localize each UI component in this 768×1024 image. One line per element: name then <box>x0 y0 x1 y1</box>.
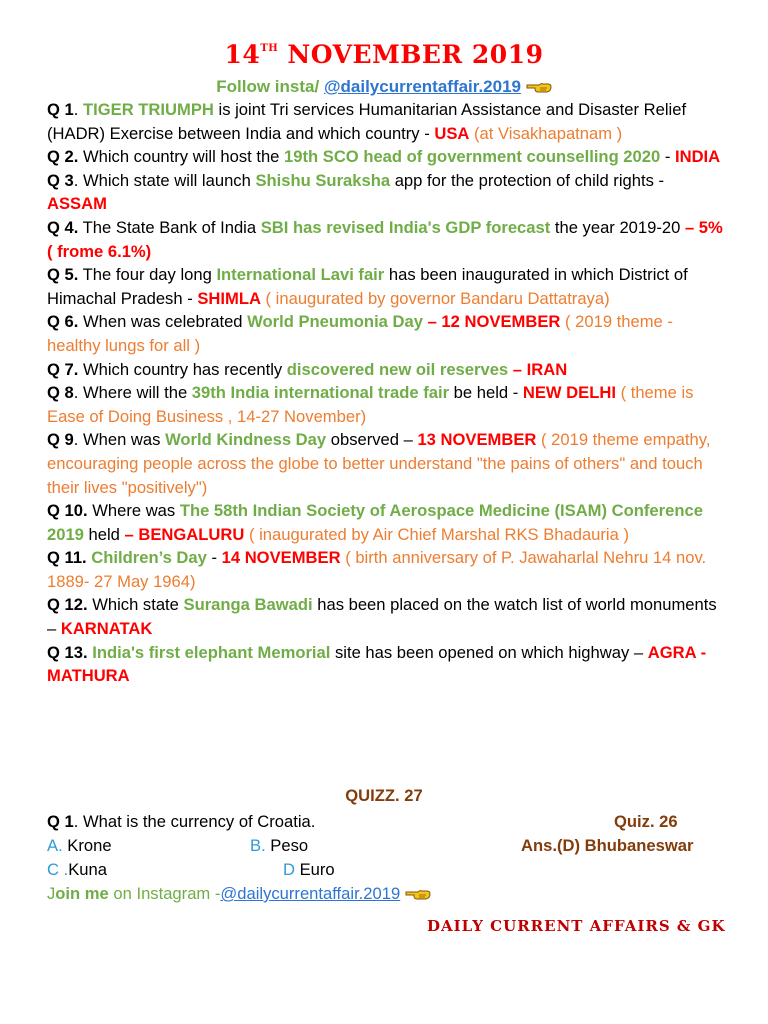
question-number: Q 7. <box>47 359 79 379</box>
option-letter: D <box>283 860 295 879</box>
question-text: observed – <box>326 430 418 450</box>
previous-quiz-answer: Ans.(D) Bhubaneswar <box>521 836 694 855</box>
question-answer: NEW DELHI <box>522 383 616 403</box>
question-note: ( 2019 theme - healthy lungs for all ) <box>47 312 673 355</box>
question-item <box>47 216 727 263</box>
question-text: When was celebrated <box>78 312 248 332</box>
question-text: . <box>73 100 83 119</box>
quiz-option-d <box>283 860 335 880</box>
option-text: Peso <box>265 836 309 855</box>
question-number: Q 6. <box>47 312 79 332</box>
question-item <box>47 98 727 145</box>
question-text: Which country has recently <box>78 359 287 379</box>
question-answer: – 5% ( frome 6.1%) <box>47 217 723 261</box>
question-answer: – BENGALURU <box>124 524 245 544</box>
question-text: Where was <box>87 501 180 521</box>
question-answer: SHIMLA <box>197 288 261 308</box>
question-number: Q 10. <box>47 501 88 521</box>
question-item <box>47 169 727 216</box>
question-item <box>47 546 727 593</box>
question-item <box>47 428 727 499</box>
question-note: ( 2019 theme empathy, encouraging people across the globe to better understand "the pains of others" and touch their lives "positively") <box>47 430 711 497</box>
question-text: - <box>206 548 222 568</box>
question-item <box>47 358 727 382</box>
question-item <box>47 641 727 688</box>
question-answer: 13 NOVEMBER <box>417 430 537 450</box>
join-bold: oin me <box>55 884 109 903</box>
follow-line <box>0 77 768 97</box>
title-day: 14 <box>224 40 261 69</box>
follow-label: Follow insta/ <box>216 77 324 96</box>
quiz-question-text: . What is the currency of Croatia. <box>73 812 316 831</box>
question-text: - <box>660 147 675 167</box>
question-keyword: India's first elephant Memorial <box>92 642 331 662</box>
instagram-link-footer[interactable]: @dailycurrentaffair.2019 <box>220 884 401 903</box>
question-number: Q 11. <box>47 548 87 568</box>
question-number: Q 5. <box>47 265 79 285</box>
question-keyword: World Kindness Day <box>165 430 327 450</box>
question-text: The State Bank of India <box>78 217 261 237</box>
question-number: Q 13. <box>47 642 88 662</box>
join-rest: on Instagram - <box>108 884 221 903</box>
option-letter: A. <box>47 836 63 855</box>
question-number: Q 2. <box>47 147 79 167</box>
question-item <box>47 381 727 428</box>
question-keyword: The 58th Indian Society of Aerospace Medicine (ISAM) Conference 2019 <box>47 501 703 544</box>
question-answer: AGRA - MATHURA <box>47 642 707 686</box>
quiz-title: QUIZZ. 27 <box>345 786 423 805</box>
question-text: . Where will the <box>73 383 192 403</box>
question-number: Q 12. <box>47 595 88 615</box>
question-number: Q 8 <box>47 383 74 403</box>
question-note: ( inaugurated by governor Bandaru Dattatraya) <box>260 288 610 308</box>
question-text: has been placed on the watch list of world monuments – <box>47 595 717 639</box>
quiz-option-c <box>47 860 107 880</box>
question-keyword: International Lavi fair <box>216 265 385 285</box>
question-text: site has been opened on which highway – <box>330 642 648 662</box>
question-item <box>47 263 727 310</box>
question-keyword: Suranga Bawadi <box>183 595 313 615</box>
question-keyword: discovered new oil reserves <box>286 359 509 379</box>
pointing-hand-icon <box>405 887 431 901</box>
question-text: app for the protection of child rights - <box>390 170 665 190</box>
question-text: has been inaugurated in which District of Himachal Pradesh - <box>47 265 688 308</box>
question-note: ( inaugurated by Air Chief Marshal RKS Bhadauria ) <box>244 524 629 544</box>
question-item <box>47 145 727 169</box>
question-text: Which country will host the <box>78 147 285 167</box>
question-item <box>47 499 727 546</box>
question-text: . When was <box>73 430 166 450</box>
quiz-option-b <box>250 836 308 856</box>
option-text: Krone <box>62 836 112 855</box>
title-date: NOVEMBER 2019 <box>287 40 544 69</box>
question-answer: 14 NOVEMBER <box>221 548 341 568</box>
instagram-link[interactable]: @dailycurrentaffair.2019 <box>323 77 521 96</box>
question-number: Q 1 <box>47 100 74 119</box>
question-keyword: 39th India international trade fair <box>191 383 450 403</box>
question-text: The four day long <box>78 265 217 285</box>
question-number: Q 3 <box>47 170 74 190</box>
pointing-hand-icon <box>526 80 552 94</box>
question-answer: USA <box>434 123 470 143</box>
option-text: Euro <box>294 860 335 879</box>
question-text: be held - <box>449 383 523 403</box>
question-keyword: SBI has revised India's GDP forecast <box>260 217 551 237</box>
question-text: is joint Tri services Humanitarian Assistance and Disaster Relief (HADR) Exercise between India and which country - <box>47 100 687 143</box>
option-letter: C . <box>47 860 69 879</box>
question-text: . Which state will launch <box>73 170 256 190</box>
question-text: the year 2019-20 <box>550 217 685 237</box>
quiz-option-a <box>47 836 112 856</box>
page-title <box>0 40 768 69</box>
question-answer: INDIA <box>674 147 721 167</box>
question-keyword: World Pneumonia Day <box>247 312 423 332</box>
question-list <box>47 98 727 688</box>
question-note: (at Visakhapatnam ) <box>469 123 623 143</box>
question-text: Which state <box>87 595 184 615</box>
question-answer: ASSAM <box>47 194 107 214</box>
question-number: Q 4. <box>47 217 79 237</box>
quiz-question <box>47 812 315 832</box>
question-text: held <box>83 524 125 544</box>
question-note: ( birth anniversary of P. Jawaharlal Nehru 14 nov. 1889- 27 May 1964) <box>47 548 707 591</box>
question-item <box>47 310 727 357</box>
question-note: ( theme is Ease of Doing Business , 14-27 November) <box>47 383 694 426</box>
question-answer: – IRAN <box>512 359 568 379</box>
previous-quiz-title: Quiz. 26 <box>614 812 678 831</box>
question-keyword: TIGER TRIUMPH <box>82 100 214 119</box>
join-j: J <box>47 884 56 903</box>
quiz-question-number: Q 1 <box>47 812 74 831</box>
brand-footer: DAILY CURRENT AFFAIRS & GK <box>427 917 726 935</box>
option-letter: B. <box>250 836 266 855</box>
question-keyword: Children’s Day <box>91 548 207 568</box>
question-answer: KARNATAK <box>60 619 153 639</box>
join-line <box>47 884 431 904</box>
question-answer: – 12 NOVEMBER <box>427 312 561 332</box>
title-ordinal: TH <box>260 43 279 54</box>
question-keyword: Shishu Suraksha <box>255 170 391 190</box>
question-keyword: 19th SCO head of government counselling 2020 <box>284 147 661 167</box>
option-text: Kuna <box>68 860 107 879</box>
question-number: Q 9 <box>47 430 74 450</box>
question-item <box>47 593 727 640</box>
